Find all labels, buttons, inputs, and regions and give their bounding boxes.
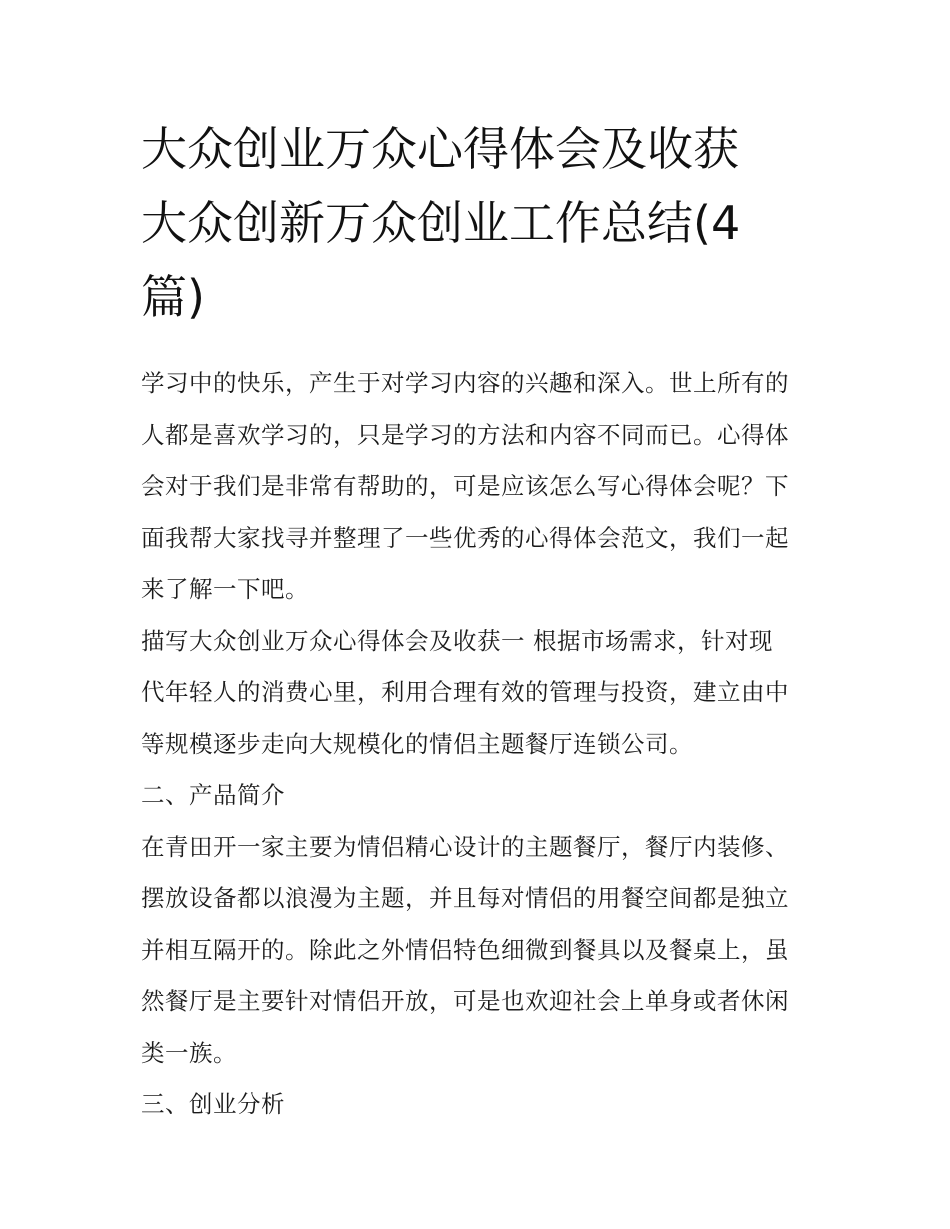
title-line: 篇) — [141, 270, 205, 324]
text-line: 等规模逐步走向大规模化的情侣主题餐厅连锁公司。 — [141, 729, 693, 758]
text-line: 面我帮大家找寻并整理了一些优秀的心得体会范文，我们一起 — [141, 523, 789, 552]
intro-paragraph — [141, 358, 821, 616]
text-line: 然餐厅是主要针对情侣开放，可是也欢迎社会上单身或者休闲 — [141, 987, 789, 1015]
text-line: 人都是喜欢学习的，只是学习的方法和内容不同而已。心得体 — [141, 420, 789, 449]
document-title — [141, 112, 821, 334]
product-paragraph — [141, 822, 821, 1080]
title-line: 大众创业万众心得体会及收获 — [141, 122, 739, 176]
text-line: 在青田开一家主要为情侣精心设计的主题餐厅，餐厅内装修、 — [141, 832, 789, 861]
heading-line: 三、创业分析 — [141, 1090, 285, 1118]
section-one-paragraph — [141, 616, 821, 771]
section-heading-product — [141, 770, 821, 822]
text-line: 类一族。 — [141, 1038, 237, 1067]
text-line: 代年轻人的消费心里，利用合理有效的管理与投资，建立由中 — [141, 678, 789, 706]
title-line: 大众创新万众创业工作总结(4 — [141, 196, 741, 250]
text-line: 学习中的快乐，产生于对学习内容的兴趣和深入。世上所有的 — [141, 369, 789, 397]
text-line: 摆放设备都以浪漫为主题，并且每对情侣的用餐空间都是独立 — [141, 884, 789, 912]
text-line: 会对于我们是非常有帮助的，可是应该怎么写心得体会呢？下 — [141, 472, 789, 500]
section-heading-analysis — [141, 1079, 821, 1131]
text-line: 来了解一下吧。 — [141, 575, 309, 603]
text-line: 并相互隔开的。除此之外情侣特色细微到餐具以及餐桌上，虽 — [141, 935, 789, 964]
document-page — [141, 112, 821, 1131]
text-line: 描写大众创业万众心得体会及收获一 根据市场需求，针对现 — [141, 626, 773, 655]
heading-line: 二、产品简介 — [141, 781, 285, 809]
document-body — [141, 358, 821, 1131]
